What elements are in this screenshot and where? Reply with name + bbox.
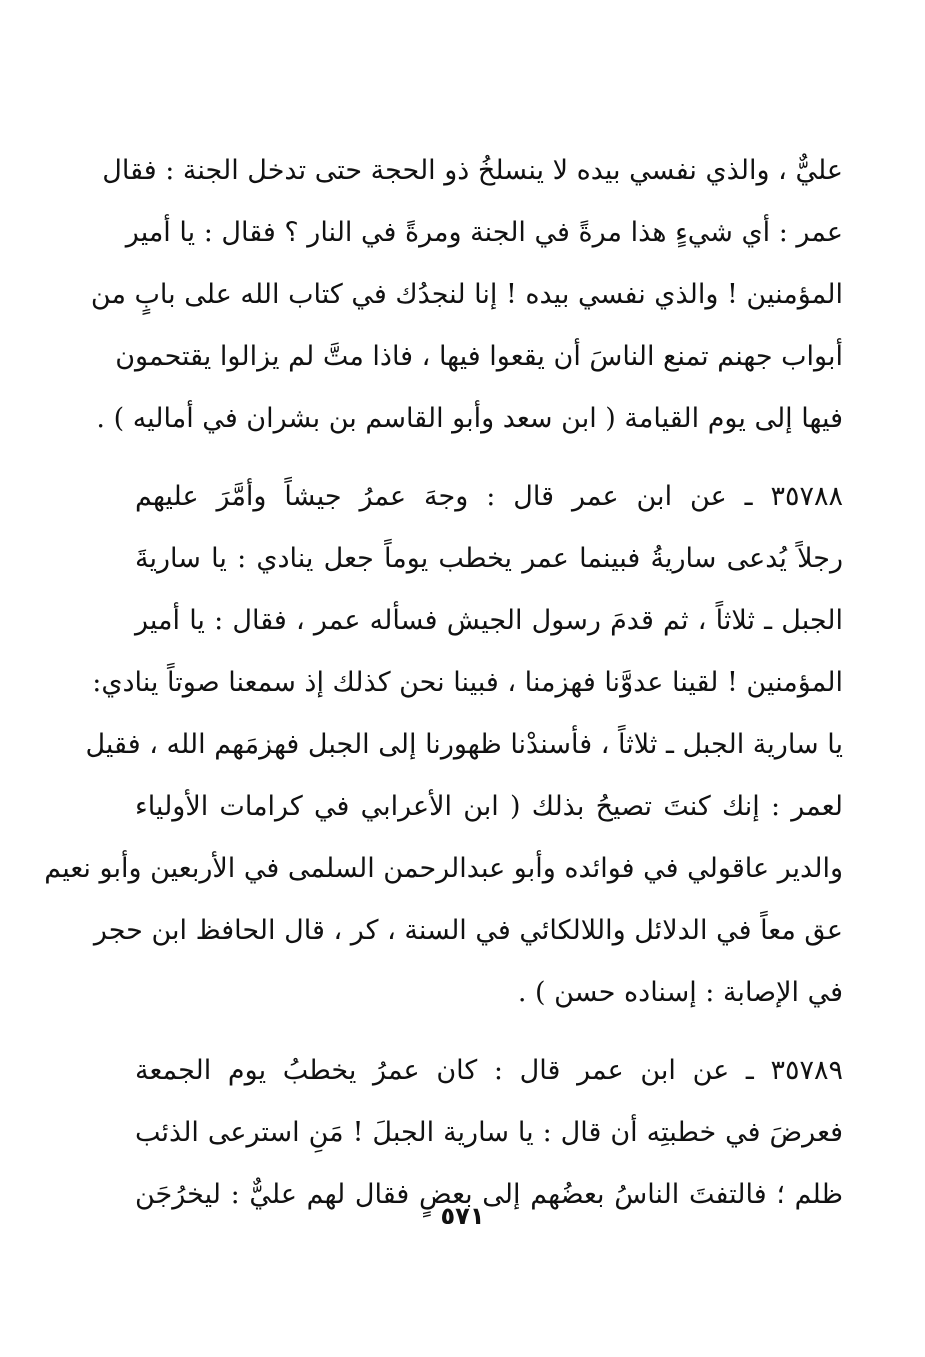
text-line: فعرضَ في خطبتِه أن قال : يا سارية الجبلَ ! مَنِ استرعى الذئب <box>135 1117 843 1148</box>
paragraph-gap <box>135 450 843 466</box>
text-line: ٣٥٧٨٨ ـ عن ابن عمر قال : وجهَ عمرُ جيشاً وأمَّرَ عليهم <box>135 481 843 512</box>
paragraph-gap <box>135 1024 843 1040</box>
body-text <box>44 140 843 1226</box>
text-line: المؤمنين ! والذي نفسي بيده ! إنا لنجدُك في كتاب الله على بابٍ من <box>90 279 843 310</box>
text-line: عليٌّ ، والذي نفسي بيده لا ينسلخُ ذو الحجة حتى تدخل الجنة : فقال <box>102 155 843 186</box>
text-line: ٣٥٧٨٩ ـ عن ابن عمر قال : كان عمرُ يخطبُ يوم الجمعة <box>135 1055 843 1086</box>
paragraph-continued <box>90 140 843 450</box>
text-line: والدير عاقولي في فوائده وأبو عبدالرحمن السلمى في الأربعين وأبو نعيم <box>44 853 843 884</box>
text-line: الجبل ـ ثلاثاً ، ثم قدمَ رسول الجيش فسأله عمر ، فقال : يا أمير <box>135 605 843 636</box>
text-line: أبواب جهنم تمنع الناسَ أن يقعوا فيها ، فاذا متَّ لم يزالوا يقتحمون <box>115 341 843 372</box>
paragraph-hadith-35789 <box>135 1040 843 1226</box>
page-number: ٥٧١ <box>440 1202 485 1230</box>
text-line: المؤمنين ! لقينا عدوَّنا فهزمنا ، فبينا نحن كذلك إذ سمعنا صوتاً ينادي: <box>92 667 843 698</box>
text-line: عمر : أي شيءٍ هذا مرةً في الجنة ومرةً في النار ؟ فقال : يا أمير <box>125 217 843 248</box>
text-line: فيها إلى يوم القيامة ( ابن سعد وأبو القاسم بن بشران في أماليه ) . <box>96 403 843 434</box>
text-line: لعمر : إنك كنتَ تصيحُ بذلك ( ابن الأعرابي في كرامات الأولياء <box>135 791 843 822</box>
text-line: يا سارية الجبل ـ ثلاثاً ، فأسندْنا ظهورنا إلى الجبل فهزمَهم الله ، فقيل <box>85 729 843 760</box>
text-line: ظلم ؛ فالتفتَ الناسُ بعضُهم إلى بعضٍ فقال لهم عليٌّ : ليخرُجَن <box>135 1179 843 1210</box>
text-line: عق معاً في الدلائل واللالكائي في السنة ، كر ، قال الحافظ ابن حجر <box>93 915 843 946</box>
text-line: رجلاً يُدعى ساريةُ فبينما عمر يخطب يوماً جعل ينادي : يا ساريةَ <box>135 543 843 574</box>
paragraph-hadith-35788 <box>44 466 843 1024</box>
text-line: في الإصابة : إسناده حسن ) . <box>517 977 843 1008</box>
